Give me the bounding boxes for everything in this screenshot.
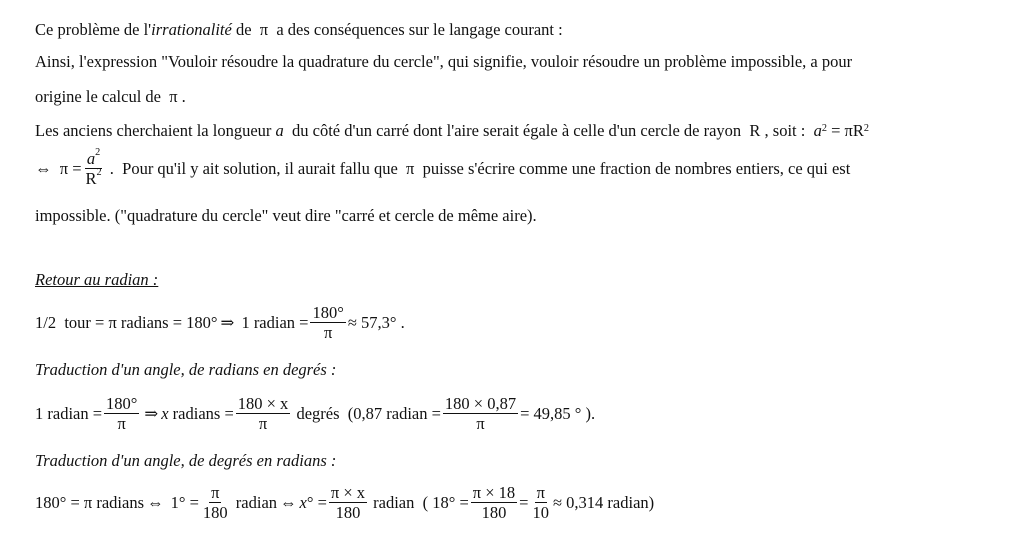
p4-var-a: a	[275, 121, 284, 140]
paragraph-2	[35, 52, 852, 72]
subtitle-deg-to-rad: Traduction d'un angle, de degrés en radians :	[35, 451, 337, 470]
r1-text-a: 1/2 tour = π radians = 180°	[35, 312, 218, 332]
p1-text-a: Ce problème de l'	[35, 20, 152, 39]
equiv-arrow-1: ⇔	[147, 492, 164, 512]
p4-exp-2: 2	[863, 123, 869, 135]
fraction-pi-over-10	[530, 484, 551, 522]
r3-text-g: ≈ 0,314 radian)	[552, 492, 655, 512]
r1-text-c: ≈ 57,3° .	[347, 312, 405, 332]
frac-den: π	[117, 414, 126, 434]
r3-text-e: radian ( 18° =	[369, 492, 469, 512]
frac-num-a: a	[86, 149, 96, 168]
subtitle-2	[35, 451, 336, 471]
r3-text-f: =	[519, 492, 529, 512]
frac-num: π	[211, 483, 220, 502]
frac-den: 180	[335, 503, 361, 523]
p4-text-a: Les anciens cherchaient la longueur	[35, 121, 276, 140]
implies-arrow-1: ⇒	[220, 312, 235, 332]
frac-den-exp: 2	[96, 167, 102, 179]
frac-den: π	[323, 323, 333, 343]
frac-den: 180	[202, 503, 228, 523]
r3-var-x: x	[299, 492, 307, 512]
r3-text-b: 1° =	[166, 492, 199, 512]
r3-text-a: 180° = π radians	[35, 492, 145, 512]
frac-num: π × x	[330, 483, 366, 502]
frac-num: 180 × 0,87	[444, 394, 517, 413]
frac-num: π	[536, 483, 545, 502]
frac-den: 10	[532, 503, 549, 523]
r2-text-d: = 49,85 ° ).	[520, 403, 596, 423]
frac-den: π	[258, 414, 268, 434]
r3-text-c: radian	[231, 492, 278, 512]
r2-var-x: x	[161, 403, 169, 423]
paragraph-3	[35, 87, 186, 107]
formula-row-1	[35, 304, 405, 342]
formula-row-3	[35, 484, 654, 522]
p1-text-c: de π a des conséquences sur le langage courant :	[231, 20, 563, 39]
frac-num: 180 × x	[237, 394, 289, 413]
formula-row-2	[35, 395, 595, 433]
frac-num: 180°	[312, 303, 344, 322]
r3-text-d: ° =	[306, 492, 327, 512]
frac-num: 180°	[106, 394, 138, 413]
p6-text: impossible. ("quadrature du cercle" veut dire "carré et cercle de même aire).	[35, 206, 537, 225]
p4-formula-pir: = πR	[826, 121, 864, 140]
p2-text: Ainsi, l'expression "Vouloir résoudre la quadrature du cercle", qui signifie, vouloir résoudre un problème impossible, a pour	[35, 52, 853, 71]
paragraph-4	[35, 121, 869, 141]
subtitle-1	[35, 360, 336, 380]
frac-den: 180	[481, 503, 507, 523]
fraction-a2-over-r2	[84, 146, 104, 189]
p3-text: origine le calcul de π .	[35, 87, 186, 106]
p5-text-a: ⇔ π =	[35, 158, 82, 178]
p1-italic: irrationalité	[151, 20, 232, 39]
fraction-pi18-over-180	[471, 484, 517, 522]
equiv-arrow-2: ⇔	[280, 492, 297, 512]
fraction-pix-over-180	[329, 484, 367, 522]
frac-num-exp: 2	[95, 146, 101, 158]
section-heading	[35, 270, 158, 290]
heading-retour-radian: Retour au radian :	[35, 270, 159, 289]
p4-exp-1: 2	[821, 123, 827, 135]
paragraph-6	[35, 206, 537, 226]
r2-text-c: degrés (0,87 radian =	[292, 403, 441, 423]
frac-num: π × 18	[472, 483, 516, 502]
paragraph-1	[35, 20, 563, 40]
fraction-180x087-over-pi	[443, 395, 518, 433]
p5-text-b: . Pour qu'il y ait solution, il aurait fallu que π puisse s'écrire comme une fraction de nombres entiers, ce qui est	[105, 158, 851, 178]
r2-text-a: 1 radian =	[35, 403, 103, 423]
fraction-180x-over-pi	[236, 395, 291, 433]
fraction-pi-over-180	[201, 484, 230, 522]
fraction-180-over-pi-2	[104, 395, 139, 433]
r2-text-b: radians =	[168, 403, 234, 423]
r1-text-b: 1 radian =	[237, 312, 309, 332]
paragraph-5	[35, 146, 851, 189]
frac-den: π	[476, 414, 485, 434]
frac-den-r: R	[85, 169, 97, 189]
p4-text-c: du côté d'un carré dont l'aire serait égale à celle d'un cercle de rayon R , soit :	[283, 121, 814, 140]
fraction-180-over-pi	[310, 304, 345, 342]
implies-arrow-2: ⇒	[144, 403, 159, 423]
p4-formula-a: a	[813, 121, 822, 140]
subtitle-rad-to-deg: Traduction d'un angle, de radians en degrés :	[35, 360, 337, 379]
